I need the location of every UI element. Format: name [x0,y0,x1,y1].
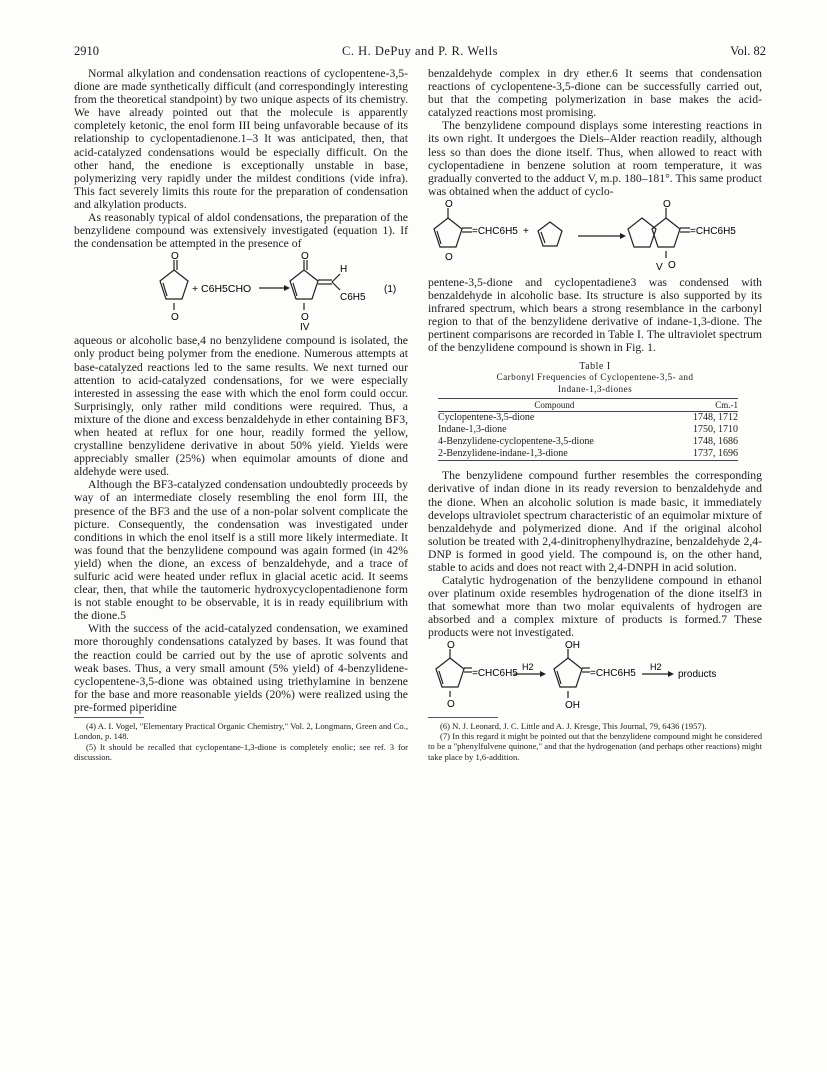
table-caption-line2: Indane-1,3-diones [557,384,633,395]
table-i [428,361,762,462]
equation-1-figure [74,250,408,334]
oxygen-label: O [447,639,455,651]
footnote-divider [428,717,498,718]
phenyl-label: C6H5 [340,292,366,304]
column-header-unit: Cm.-1 [671,398,738,411]
header-volume: Vol. 82 [730,44,766,58]
paragraph: The benzylidene compound displays some interesting reactions in its own right. It undergoes the Diels–Alder reaction readily, although less so than does the dione itself. Thus, when allowed to react with cyclopentadiene in benzene solution at room temperature, it was gradually converted to the adduct V, m.p. 180–181°. This same product was obtained when the adduct of cyclo- [428,119,762,198]
footnote-6: (6) N. J. Leonard, J. C. Little and A. J. Kresge, This Journal, 79, 6436 (1957). [440,720,707,731]
products-label: products [678,668,717,680]
equation-number: (1) [384,284,397,296]
frequency-cell: 1737, 1696 [693,448,738,460]
frequency-cell: 1748, 1712 [693,411,738,423]
compound-label: V [656,261,663,273]
running-header [74,44,766,62]
footnote-5: (5) It should be recalled that cyclopentane-1,3-dione is completely enolic; see ref. 3 for discussion. [74,741,408,763]
table-row [438,448,738,460]
compound-cell: Indane-1,3-dione [438,423,507,435]
footnote-7: (7) In this regard it might be pointed out that the benzylidene compound might be considered to be a "phenylfulvene quinone," and that the hydrogenation (and perhaps other reactions) might take place by 1,6-addition. [428,730,762,762]
equation-1-structures [74,250,408,334]
oxygen-label: O [171,312,179,324]
left-column [74,67,408,763]
compound-label: IV [300,322,310,334]
frequency-cell: 1748, 1686 [693,435,738,447]
scheme-v-structures [428,198,762,276]
oxygen-label: O [171,251,179,263]
table-row [438,436,738,448]
scheme-adduct-v [428,198,762,276]
table-row [438,424,738,436]
hydrogen-label: H [340,264,348,276]
frequency-cell: 1750, 1710 [693,423,738,435]
table-caption-line1: Carbonyl Frequencies of Cyclopentene-3,5- and [496,372,694,383]
compound-cell: 2-Benzylidene-indane-1,3-dione [438,448,568,460]
substituent-label: =CHC6H5 [472,225,518,237]
footnote-divider [74,717,144,718]
page-number: 2910 [74,44,99,58]
header-authors: C. H. DePuy and P. R. Wells [341,44,499,58]
reagent-label: H2 [522,661,534,672]
reagent-label: H2 [650,661,662,672]
substituent-label: =CHC6H5 [472,667,518,679]
paragraph: pentene-3,5-dione and cyclopentadiene3 was condensed with benzaldehyde in alcoholic base. Its structure is also supported by its infrared spectrum, which bears a strong resemblance in the carbonyl region to that of the benzylidene derivative of indane-1,3-dione. The pertinent comparisons are recorded in Table I. The ultraviolet spectrum of the benzylidene compound is shown in Fig. 1. [428,275,762,355]
scheme-hydrogenation [428,640,762,714]
footnote-4: (4) A. I. Vogel, "Elementary Practical Organic Chemistry," Vol. 2, Longmans, Green and Co., London, p. 148. [74,721,408,742]
paragraph: Catalytic hydrogenation of the benzylidene compound in ethanol over platinum oxide resembles hydrogenation of the dione itself3 in that somewhat more than two molar equivalents of hydrogen are absorbed and a complex mixture of products is formed.7 These products were not investigated. [428,574,762,640]
table-row [438,411,738,424]
scheme-h2-structures [428,640,762,714]
paragraph: Although the BF3-catalyzed condensation undoubtedly proceeds by way of an intermediate closely resembling the enol form III, the presence of the BF3 and the use of a non-polar solvent complicate the picture. Consequently, the condensation was investigated under conditions in which the enol itself is a still more likely intermediate. It was found that the benzylidene compound was again formed (in 42% yield) when the dione, an excess of benzaldehyde, and a trace of sulfuric acid were heated under reflux in glacial acetic acid. It seems clear, then, that while the tautomeric hydroxycyclopentadienone form is not stable enought to be observable, it is in ready equilibrium with the dione.5 [74,478,408,623]
hydroxyl-label: OH [565,639,580,651]
column-header-compound: Compound [438,398,671,411]
oxygen-label: O [445,198,453,210]
substituent-label: =CHC6H5 [690,225,736,237]
oxygen-label: O [447,698,455,710]
paragraph: Normal alkylation and condensation reactions of cyclopentene-3,5-dione are made synthetically difficult (and correspondingly interesting from the theoretical standpoint) by two unique aspects of its chemistry. We have already pointed out that the molecule is apparently completely ketonic, the enol form III being unfavorable because of its relationship to cyclopentadienone.1–3 It was anticipated, then, that acid-catalyzed condensations would be especially difficult. On the other hand, the enedione is exceptionally unstable in base, polymerizing very rapidly under the mildest conditions (vide infra). This fact severely limits this route for the preparation of condensation and alkylation products. [74,67,408,211]
paragraph: With the success of the acid-catalyzed condensation, we examined more thoroughly condensations catalyzed by bases. It was found that the reaction could be carried out by the use of aprotic solvents and weak bases. Thus, a very small amount (5% yield) of 4-benzylidene-cyclopentene-3,5-dione was obtained using triethylamine in benzene for the base and more reasonable yields (20%) were realized using the pre-formed piperidine [74,622,408,714]
oxygen-label: O [445,251,453,263]
frequency-table [438,398,738,461]
plus-sign: + [523,225,529,237]
oxygen-label: O [301,251,309,263]
right-column [428,67,762,762]
table-title: Table I [579,360,611,372]
paragraph: benzaldehyde complex in dry ether.6 It seems that condensation reactions of cyclopentene-3,5-dione can be successfully carried out, but that the competing polymerization in base makes the acid-catalyzed reactions most promising. [428,67,762,120]
reagent-label: + C6H5CHO [192,283,252,296]
oxygen-label: O [668,259,676,271]
compound-cell: Cyclopentene-3,5-dione [438,411,535,423]
paragraph: The benzylidene compound further resembles the corresponding derivative of indan dione in its ready reversion to benzaldehyde and the dione. When an alcoholic solution is made basic, it immediately develops ultraviolet spectrum characteristic of an equimolar mixture of benzaldehyde and polymerized dione. And if the original alcohol solution be treated with 2,4-dinitrophenylhydrazine, benzaldehyde 2,4-DNP is formed in good yield. The compound is, on the other hand, stable to acids and does not react with 2,4-DNPH in acid solution. [428,469,762,574]
hydroxyl-label: OH [565,699,580,711]
compound-cell: 4-Benzylidene-cyclopentene-3,5-dione [438,435,594,447]
substituent-label: =CHC6H5 [590,667,636,679]
oxygen-label: O [301,312,309,324]
oxygen-label: O [663,198,671,210]
paragraph: aqueous or alcoholic base,4 no benzylidene compound is isolated, the only product being polymer from the enedione. Numerous attempts at base-catalyzed reactions led to the same results. We next turned our attention to acid-catalyzed condensations, for we were especially interested in assessing the ease with which the enol form could occur. Surprisingly, only rather mild conditions were required. Thus, a mixture of the dione and excess benzaldehyde in ether containing BF3, when heated at reflux for one hour, readily formed the yellow, crystalline benzylidene derivative in about 50% yield. Yields were appreciably smaller (25%) when equimolar amounts of dione and aldehyde were used. [74,334,408,479]
paragraph: As reasonably typical of aldol condensations, the preparation of the benzylidene compound was extensively investigated (equation 1). If the condensation be attempted in the presence of [74,211,408,251]
